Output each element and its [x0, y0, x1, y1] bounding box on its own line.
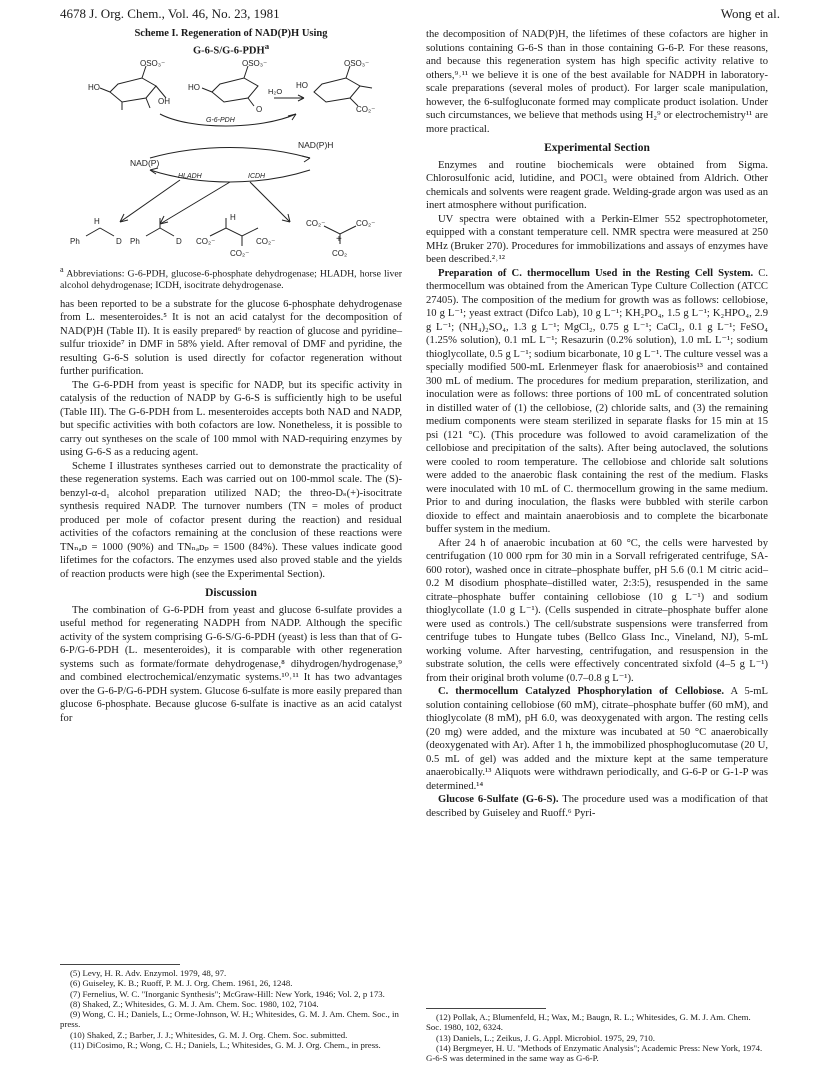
- sulfate-label-1: OSO₃⁻: [140, 58, 166, 68]
- h-label-1: H: [94, 216, 100, 226]
- icdh-label: ICDH: [248, 172, 266, 180]
- g6pdh-label: G-6-PDH: [206, 116, 235, 124]
- carboxylate-label-3: CO₂⁻: [256, 236, 276, 246]
- paragraph: has been reported to be a substrate for the glucose 6-phosphate dehydrogenase from L. mesenteroides.⁵ It is not an acid catalyst for the decomposition of NAD(P)H (Table II). It is easily prepared⁶ by reaction of glucose and pyridine–sulfur trioxide⁷ in DMF in 58% yield. After removal of DMF and pyridine, the resulting G-6-S solution is used directly for cofactor regeneration without further purification.: [60, 298, 402, 378]
- nadp-label: NAD(P): [130, 157, 160, 168]
- carboxylate-label-2: CO₂⁻: [196, 236, 216, 246]
- ring-oxygen-label: O: [256, 104, 263, 114]
- paragraph: the decomposition of NAD(P)H, the lifetimes of these cofactors are higher in solutions containing G-6-S than in those containing G-6-P. For these reasons, and because this regeneration system has high specific activity relative to others,⁹˒¹¹ we believe it is one of the best available for NADPH in laboratory-scale preparations (several moles of product). For larger scale manipulation, however, the 6-sulfogluconate formed may complicate product isolation. Under such circumstances, we believe that methods using H₂⁹ or electrochemistry¹¹ are more practical.: [426, 29, 768, 135]
- footnote-rule: [60, 964, 180, 965]
- authors: Wong et al.: [720, 6, 780, 21]
- reference: (9) Wong, C. H.; Daniels, L.; Orme-Johnson, W. H.; Whitesides, G. M. J. Am. Chem. Soc., in press.: [60, 1009, 399, 1030]
- phenyl-label-1: Ph: [70, 236, 80, 246]
- hydroxyl-label-2: HO: [188, 82, 200, 92]
- water-label: H₂O: [268, 86, 283, 96]
- paragraph: The G-6-PDH from yeast is specific for NADP, but its specific activity in catalysis of the reduction of NADP by G-6-S is sufficiently high to be useful (Table III). The G-6-PDH from L. mesenteroides accepts both NAD and NADP, but specific activities with both cofactors are low. Nonetheless, it is possible to carry out syntheses on the scale of 100 mmol with NAD-requiring enzymes by using G-6-S as a reducing agent.: [60, 379, 402, 459]
- carboxylate-label-5: CO₂⁻: [306, 218, 326, 228]
- references-left: [60, 968, 402, 1050]
- sulfate-label-2: OSO₃⁻: [242, 58, 268, 68]
- phenyl-label-2: Ph: [130, 236, 140, 246]
- reference: (12) Pollak, A.; Blumenfeld, H.; Wax, M.; Baugn, R. L.; Whitesides, G. M. J. Am. Chem. Soc. 1980, 102, 6324.: [426, 1012, 751, 1033]
- section-heading-discussion: Discussion: [205, 587, 257, 600]
- reference: (5) Levy, H. R. Adv. Enzymol. 1979, 48, 97.: [70, 968, 227, 978]
- references-right: [426, 1012, 768, 1063]
- hydroxyl-label: HO: [88, 82, 100, 92]
- reference: (7) Fernelius, W. C. "Inorganic Synthesis"; McGraw-Hill: New York, 1946; Vol. 2, p 173.: [70, 988, 385, 999]
- plus-sign: +: [336, 233, 342, 245]
- reference: (10) Shaked, Z.; Barber, J. J.; Whitesides, G. M. J. Org. Chem. Soc. submitted.: [70, 1029, 348, 1040]
- co2-label: CO₂: [332, 248, 348, 258]
- oh-label: OH: [158, 96, 170, 106]
- reference: (14) Bergmeyer, H. U. "Methods of Enzymatic Analysis"; Academic Press: New York, 1974. G-6-S was determined in the same way as G-6-P.: [426, 1042, 763, 1064]
- deuterium-label-2: D: [176, 236, 182, 246]
- reference: (13) Daniels, L.; Zeikus, J. G. Appl. Microbiol. 1975, 29, 710.: [436, 1032, 655, 1043]
- paragraph: C. thermocellum Catalyzed Phosphorylation of Cellobiose. A 5-mL solution containing cellobiose (60 mM), citrate–phosphate buffer (60 mM), and thioglycolate (8 mM), pH 6.0, was deoxygenated with argon. The resting cells (20 mg) were added, and the mixture was incubated at 50 °C anaerobically (deoxygenated with Ar). After 1 h, the immobilized phosphoglucomutase (20 U, 0.5 mL of gel) was added and the mixture kept at the same temperature anaerobically.¹³ Aliquots were withdrawn periodically, and G-6-P or G-1-P was determined.¹⁴: [426, 686, 768, 792]
- nadph-label: NAD(P)H: [298, 139, 334, 150]
- reference: (8) Shaked, Z.; Whitesides, G. M. J. Am. Chem. Soc. 1980, 102, 7104.: [70, 998, 319, 1009]
- paragraph: After 24 h of anaerobic incubation at 60 °C, the cells were harvested by centrifugation (10 000 rpm for 30 min in a Sorvall refrigerated centrifuge, SA-600 rotor), washed once in citrate–phosphate buffer, pH 5.6 (0.1 M citric acid–0.2 M disodium phosphate–distilled water, 2:3:5), resuspended in the same citrate–phosphate buffer containing cellobiose (10 g L⁻¹) and sodium thioglycollate (1.0 g L⁻¹). (Cells suspended in citrate–phosphate buffer alone were used as controls.) The cell/substrate suspensions were transferred from centrifuge tubes to Hungate tubes (Bellco Glass Inc., Vineland, NJ), 5-mL working volume. After harvesting, centrifugation, and resuspension in the substrate solution, the cells were effectively concentrated sixfold (4–5 g L⁻¹) from their original broth volume (0.7–0.8 g L⁻¹).: [426, 537, 768, 684]
- h-label-2: H: [230, 212, 236, 222]
- sulfate-label-3: OSO₃⁻: [344, 58, 370, 68]
- reaction-scheme: [60, 58, 402, 262]
- run-in-heading: Preparation of C. thermocellum Used in the Resting Cell System.: [438, 267, 754, 279]
- paragraph: Scheme I illustrates syntheses carried out to demonstrate the practicality of these regeneration systems. Each was carried out on 100-mmol scale. The (S)-benzyl-α-d₁ alcohol preparation utilized NAD; the threo-Dₛ(+)-isocitrate synthesis required NADP. The turnover numbers (TN = moles of product produced per mole of cofactor present during the reaction) and residual activities of the cofactors remaining at the conclusion of these reactions were TNₙₐᴅ = 1000 (90%) and TNₙₐᴅₚ = 1500 (84%). These values indicate good lifetimes for the cofactors. The enzymes used also proved stable and the yields of reaction products were high (see the Experimental Section).: [60, 460, 402, 580]
- reference: (6) Guiseley, K. B.; Ruoff, P. M. J. Org. Chem. 1961, 26, 1248.: [70, 978, 293, 989]
- right-column: [426, 28, 768, 820]
- paragraph: The combination of G-6-PDH from yeast and glucose 6-sulfate provides a useful method for regenerating NADPH from NADP. Although the specific activity of the system comprising G-6-S/G-6-PDH (yeast) is less than that of G-6-P/G-6-PDH (L. mesenteroides), it is comparable with other regeneration systems such as formate/formate dehydrogenase,⁸ dihydrogen/hydrogenase,⁹ and combined electrochemical/enzymatic systems.¹⁰˒¹¹ It has two advantages over the G-6-P/G-6-PDH system. Glucose 6-sulfate is more easily prepared than glucose 6-phosphate. Because glucose 6-sulfate is inactive as an acid catalyst for: [60, 604, 402, 724]
- section-heading-experimental: Experimental Section: [544, 142, 650, 154]
- paragraph: Enzymes and routine biochemicals were obtained from Sigma. Chlorosulfonic acid, lutidine, and POCl₃ were obtained from Aldrich. Other chemicals and solvents were reagent grade. Welding-grade argon was used as an inert atmosphere without purification.: [426, 159, 768, 211]
- paragraph: Glucose 6-Sulfate (G-6-S). The procedure used was a modification of that described by Guiseley and Ruoff.⁶ Pyri-: [426, 794, 768, 819]
- deuterium-label-1: D: [116, 236, 122, 246]
- hydroxyl-label-3: HO: [296, 80, 308, 90]
- carboxylate-label-6: CO₂⁻: [356, 218, 376, 228]
- paragraph: Preparation of C. thermocellum Used in the Resting Cell System. C. thermocellum was obtained from the American Type Culture Collection (ATCC 27405). The composition of the medium for growth was as follows: cellobiose, 10 g L⁻¹; yeast extract (Difco Lab), 10 g L⁻¹; KH₂PO₄, 1.5 g L⁻¹; K₂HPO₄, 2.9 g L⁻¹; (NH₄)₂SO₄, 1.3 g L⁻¹; MgCl₂, 0.75 g L⁻¹; CaCl₂, 0.1 g L⁻¹; FeSO₄ (1.25% solution), 0.1 mL L⁻¹; Resazurin (0.2% solution), 1.0 mL L⁻¹; sodium thioglycollate, 0.5 g L⁻¹; sodium bicarbonate, 10 g L⁻¹. The culture vessel was a specially modified 500-mL Erlenmeyer flask for anaerobiosis¹³ and contained 300 mL of medium. The procedures for medium preparation, sterilization, and inoculation were as follows: three portions of 100 mL of concentrated solution in distilled water of (1) the cellobiose, (2) chloride salts, and (3) the remaining medium components were steam sterilized in separate flasks for 15 min at 15 psi (121 °C). (This procedure was followed to avoid caramelization of the cellobiose and precipitation of the salts). After being autoclaved, the solutions were cooled to room temperature. The cellobiose and chloride salt solutions were added to the anaerobic flask containing the rest of the medium. Flasks were inoculated with 10 mL of C. thermocellum growing in the same medium. Prior to and during inoculation, the flasks were bubbled with sterile carbon dioxide to effect and maintain anaerobiosis and to complete the bicarbonate buffer system in the medium.: [426, 267, 769, 535]
- paragraph: UV spectra were obtained with a Perkin-Elmer 552 spectrophotometer, equipped with a constant temperature cell. NMR spectra were measured at 250 MHz (Bruker 270). Procedures for immobilizations and assays of enzymes have been described.²˒¹²: [426, 213, 768, 265]
- scheme-diagram: [60, 58, 402, 262]
- run-in-heading: C. thermocellum Catalyzed Phosphorylation of Cellobiose.: [438, 686, 725, 697]
- carboxylate-label-4: CO₂⁻: [230, 248, 250, 258]
- running-header: [60, 6, 780, 22]
- footnote-rule: [426, 1008, 546, 1009]
- journal-citation: 4678 J. Org. Chem., Vol. 46, No. 23, 1981: [60, 6, 280, 21]
- hladh-label: HLADH: [178, 172, 202, 180]
- carboxylate-label: CO₂⁻: [356, 104, 376, 114]
- left-column: [60, 28, 402, 725]
- scheme-caption: Scheme I. Regeneration of NAD(P)H Using G-6-S/G-6-PDH$^a$: [134, 28, 328, 57]
- run-in-heading: Glucose 6-Sulfate (G-6-S).: [438, 794, 559, 805]
- scheme-footnote: $^a$ Abbreviations: G-6-PDH, glucose-6-phosphate dehydrogenase; HLADH, horse liver alcohol dehydrogenase; ICDH, isocitrate dehydrogenase.: [60, 264, 402, 291]
- reference: (11) DiCosimo, R.; Wong, C. H.; Daniels, L.; Whitesides, G. M. J. Org. Chem., in press.: [70, 1040, 381, 1051]
